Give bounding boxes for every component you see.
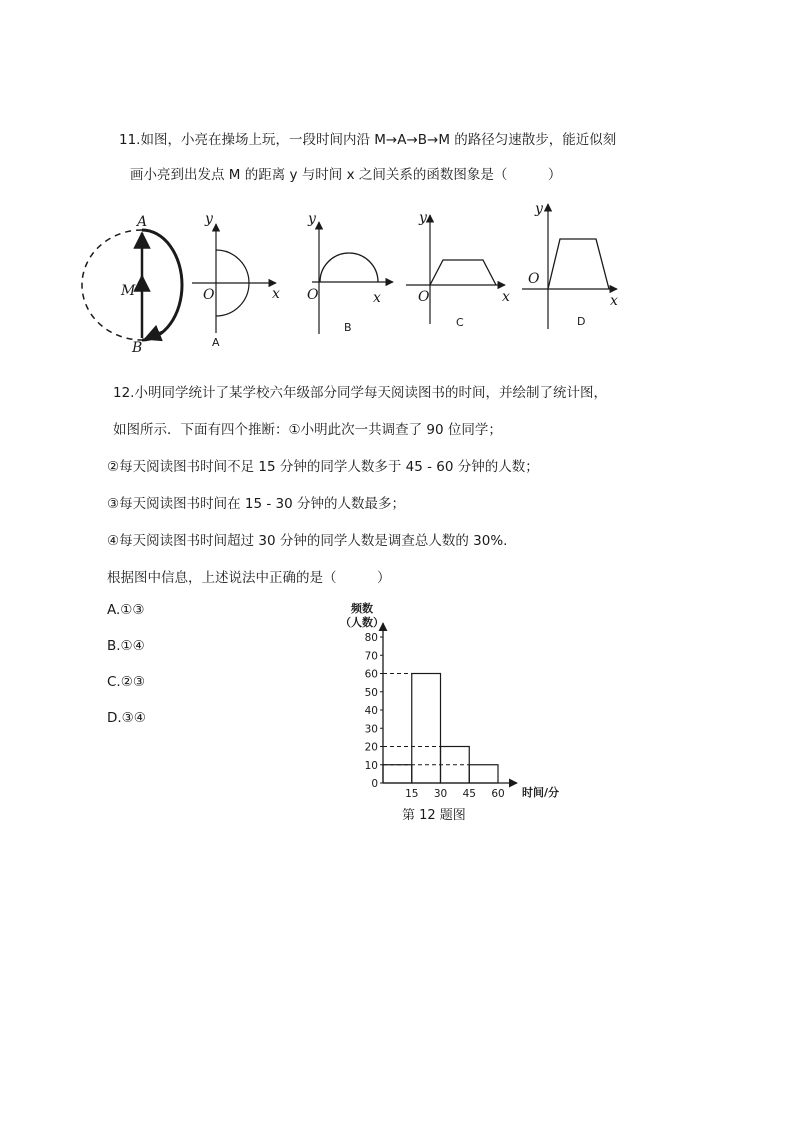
- graph-c-y-label: y: [419, 210, 427, 226]
- chart-ylabel-line2: （人数）: [340, 616, 384, 629]
- chart-title: 第 12 题图: [402, 808, 466, 823]
- chart-ylabel-line1: 频数: [351, 602, 373, 615]
- y-tick-label-1: 10: [364, 759, 378, 772]
- y-tick-label-8: 80: [364, 632, 378, 644]
- q12-line1: 12.小明同学统计了某学校六年级部分同学每天阅读图书的时间，并绘制了统计图，: [113, 385, 607, 401]
- x-tick-label-2: 45: [462, 788, 476, 800]
- option-c: C.②③: [107, 674, 145, 690]
- histogram-bar-1: [412, 674, 441, 784]
- q12-line6: 根据图中信息，上述说法中正确的是（ ）: [107, 570, 391, 586]
- y-tick-label-3: 30: [364, 723, 378, 736]
- q12-line2: 如图所示．下面有四个推断：①小明此次一共调查了 90 位同学；: [113, 422, 502, 438]
- q11-line2: 画小亮到出发点 M 的距离 y 与时间 x 之间关系的函数图象是（ ）: [130, 167, 562, 183]
- choice-c-caption: C: [456, 316, 464, 329]
- x-tick-label-1: 30: [433, 788, 448, 800]
- graph-c-origin: O: [418, 289, 430, 305]
- graph-d-x-label: x: [610, 293, 618, 309]
- choice-a-caption: A: [212, 336, 220, 349]
- choice-b-caption: B: [344, 321, 352, 334]
- point-a-label: A: [137, 214, 148, 230]
- y-tick-label-7: 70: [364, 650, 378, 663]
- option-b: B.①④: [107, 638, 145, 654]
- y-tick-label-4: 40: [364, 705, 378, 717]
- q12-line3: ②每天阅读图书时间不足 15 分钟的同学人数多于 45 - 60 分钟的人数；: [107, 459, 539, 475]
- point-m-label: M: [121, 283, 136, 299]
- option-a: A.①③: [107, 602, 145, 618]
- choice-d-caption: D: [577, 315, 586, 328]
- graph-a-x-label: x: [272, 286, 280, 302]
- x-tick-label-0: 15: [405, 788, 419, 800]
- histogram-bar-3: [469, 765, 498, 783]
- graph-d-origin: O: [528, 271, 540, 287]
- x-tick-label-3: 60: [491, 788, 505, 800]
- option-d: D.③④: [107, 710, 146, 726]
- q11-line1: 11.如图，小亮在操场上玩，一段时间内沿 M→A→B→M 的路径匀速散步，能近似刻: [119, 132, 617, 148]
- graph-d-y-label: y: [535, 201, 543, 217]
- graph-b-x-label: x: [373, 290, 381, 306]
- graph-b-origin: O: [307, 287, 319, 303]
- y-tick-label-6: 60: [364, 668, 378, 681]
- point-b-label: B: [132, 340, 143, 356]
- q12-line4: ③每天阅读图书时间在 15 - 30 分钟的人数最多；: [107, 496, 405, 512]
- y-tick-label-0: 0: [371, 778, 378, 790]
- graph-c-x-label: x: [502, 289, 510, 305]
- graph-a-y-label: y: [205, 211, 213, 227]
- y-tick-label-2: 20: [364, 741, 378, 754]
- graph-a-origin: O: [203, 287, 215, 303]
- q12-line5: ④每天阅读图书时间超过 30 分钟的同学人数是调查总人数的 30%.: [107, 533, 508, 549]
- histogram-bar-0: [383, 765, 412, 783]
- chart-xlabel: 时间/分: [522, 786, 560, 799]
- y-tick-label-5: 50: [364, 686, 378, 699]
- graph-b-y-label: y: [308, 211, 316, 227]
